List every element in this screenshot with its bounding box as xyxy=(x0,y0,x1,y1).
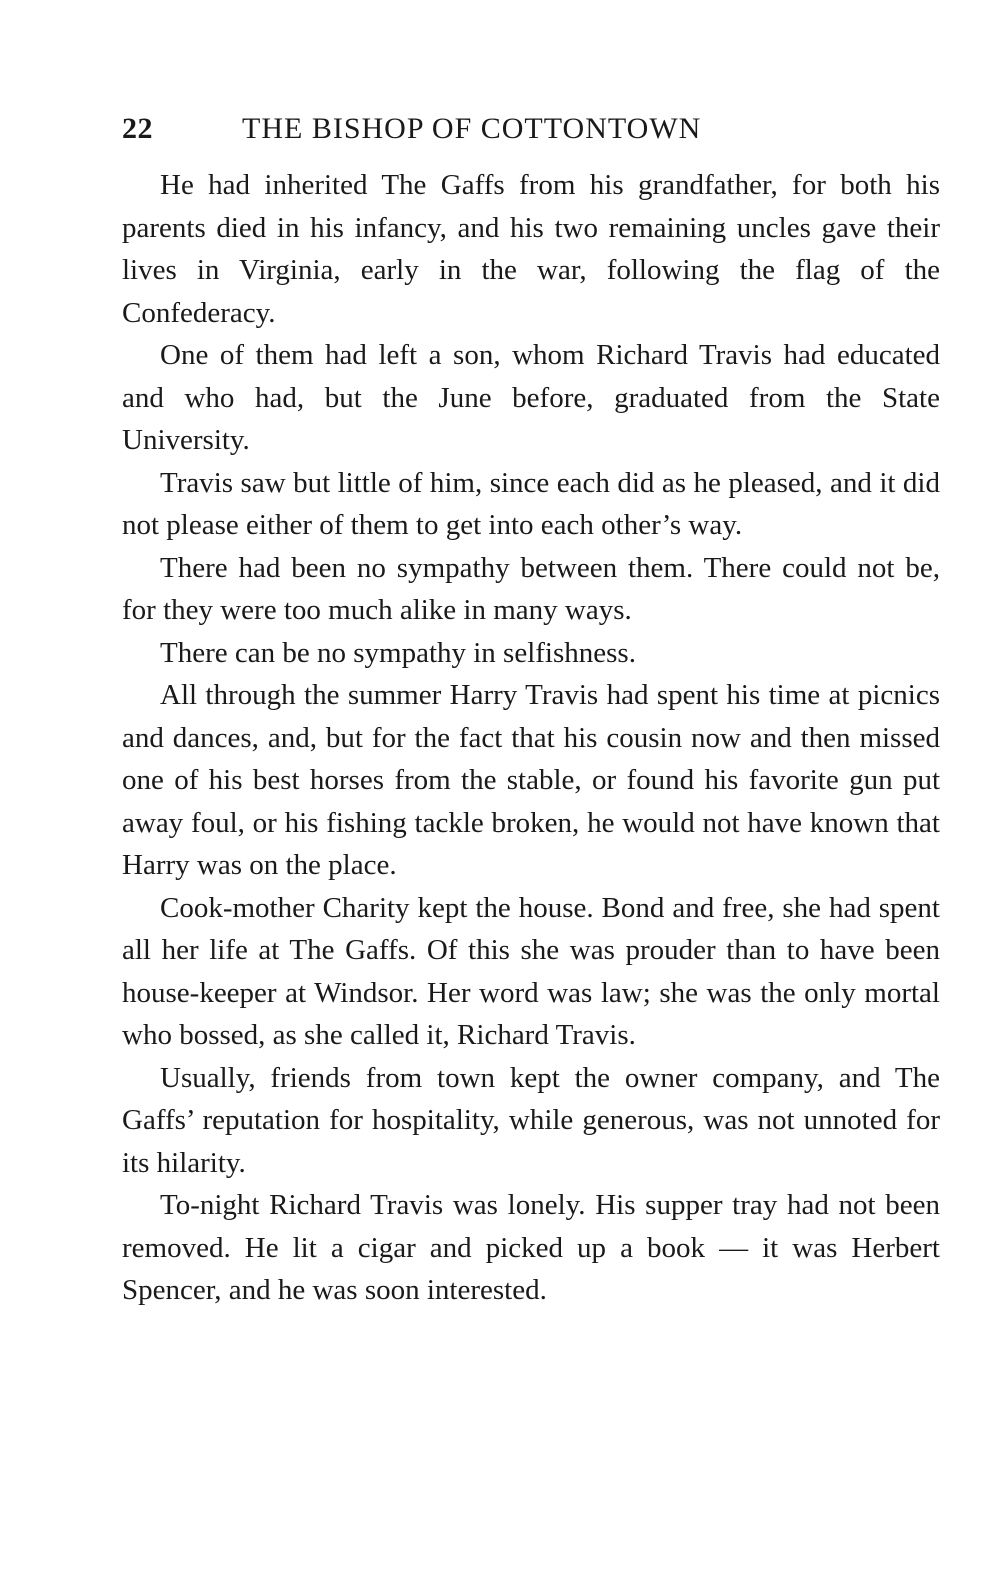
paragraph-9: To-night Richard Travis was lonely. His supper tray had not been removed. He lit a cigar and picked up a book — it was Herbert Spencer, and he was soon interested. xyxy=(122,1189,940,1306)
paragraph-1: He had inherited The Gaffs from his grandfather, for both his parents died in his infancy, and his two remaining uncles gave their lives in Virginia, early in the war, following the flag of the Confederacy. xyxy=(122,169,940,329)
paragraph-8: Usually, friends from town kept the owner company, and The Gaffs’ reputation for hospitality, while generous, was not unnoted for its hilarity. xyxy=(122,1061,940,1179)
paragraph-7: Cook-mother Charity kept the house. Bond and free, she had spent all her life at The Gaffs. Of this she was prouder than to have been house-keeper at Windsor. Her word was law; she was the only mortal who bossed, as she called it, Richard Travis. xyxy=(122,891,940,1051)
body-text xyxy=(122,164,940,1312)
paragraph-4: There had been no sympathy between them. There could not be, for they were too much alike in many ways. xyxy=(122,551,940,626)
paragraph-3: Travis saw but little of him, since each did as he pleased, and it did not please either of them to get into each other’s way. xyxy=(122,466,940,541)
paragraph-6: All through the summer Harry Travis had spent his time at picnics and dances, and, but for the fact that his cousin now and then missed one of his best horses from the stable, or found his favorite gun put away foul, or his fishing tackle broken, he would not have known that Harry was on the place. xyxy=(122,679,940,881)
page-number: 22 xyxy=(122,112,153,145)
paragraph-5: There can be no sympathy in selfishness. xyxy=(160,636,636,669)
paragraph-2: One of them had left a son, whom Richard Travis had educated and who had, but the June before, graduated from the State University. xyxy=(122,339,940,456)
book-page xyxy=(122,112,940,1312)
running-head xyxy=(122,112,940,156)
book-title: THE BISHOP OF COTTONTOWN xyxy=(242,112,702,145)
